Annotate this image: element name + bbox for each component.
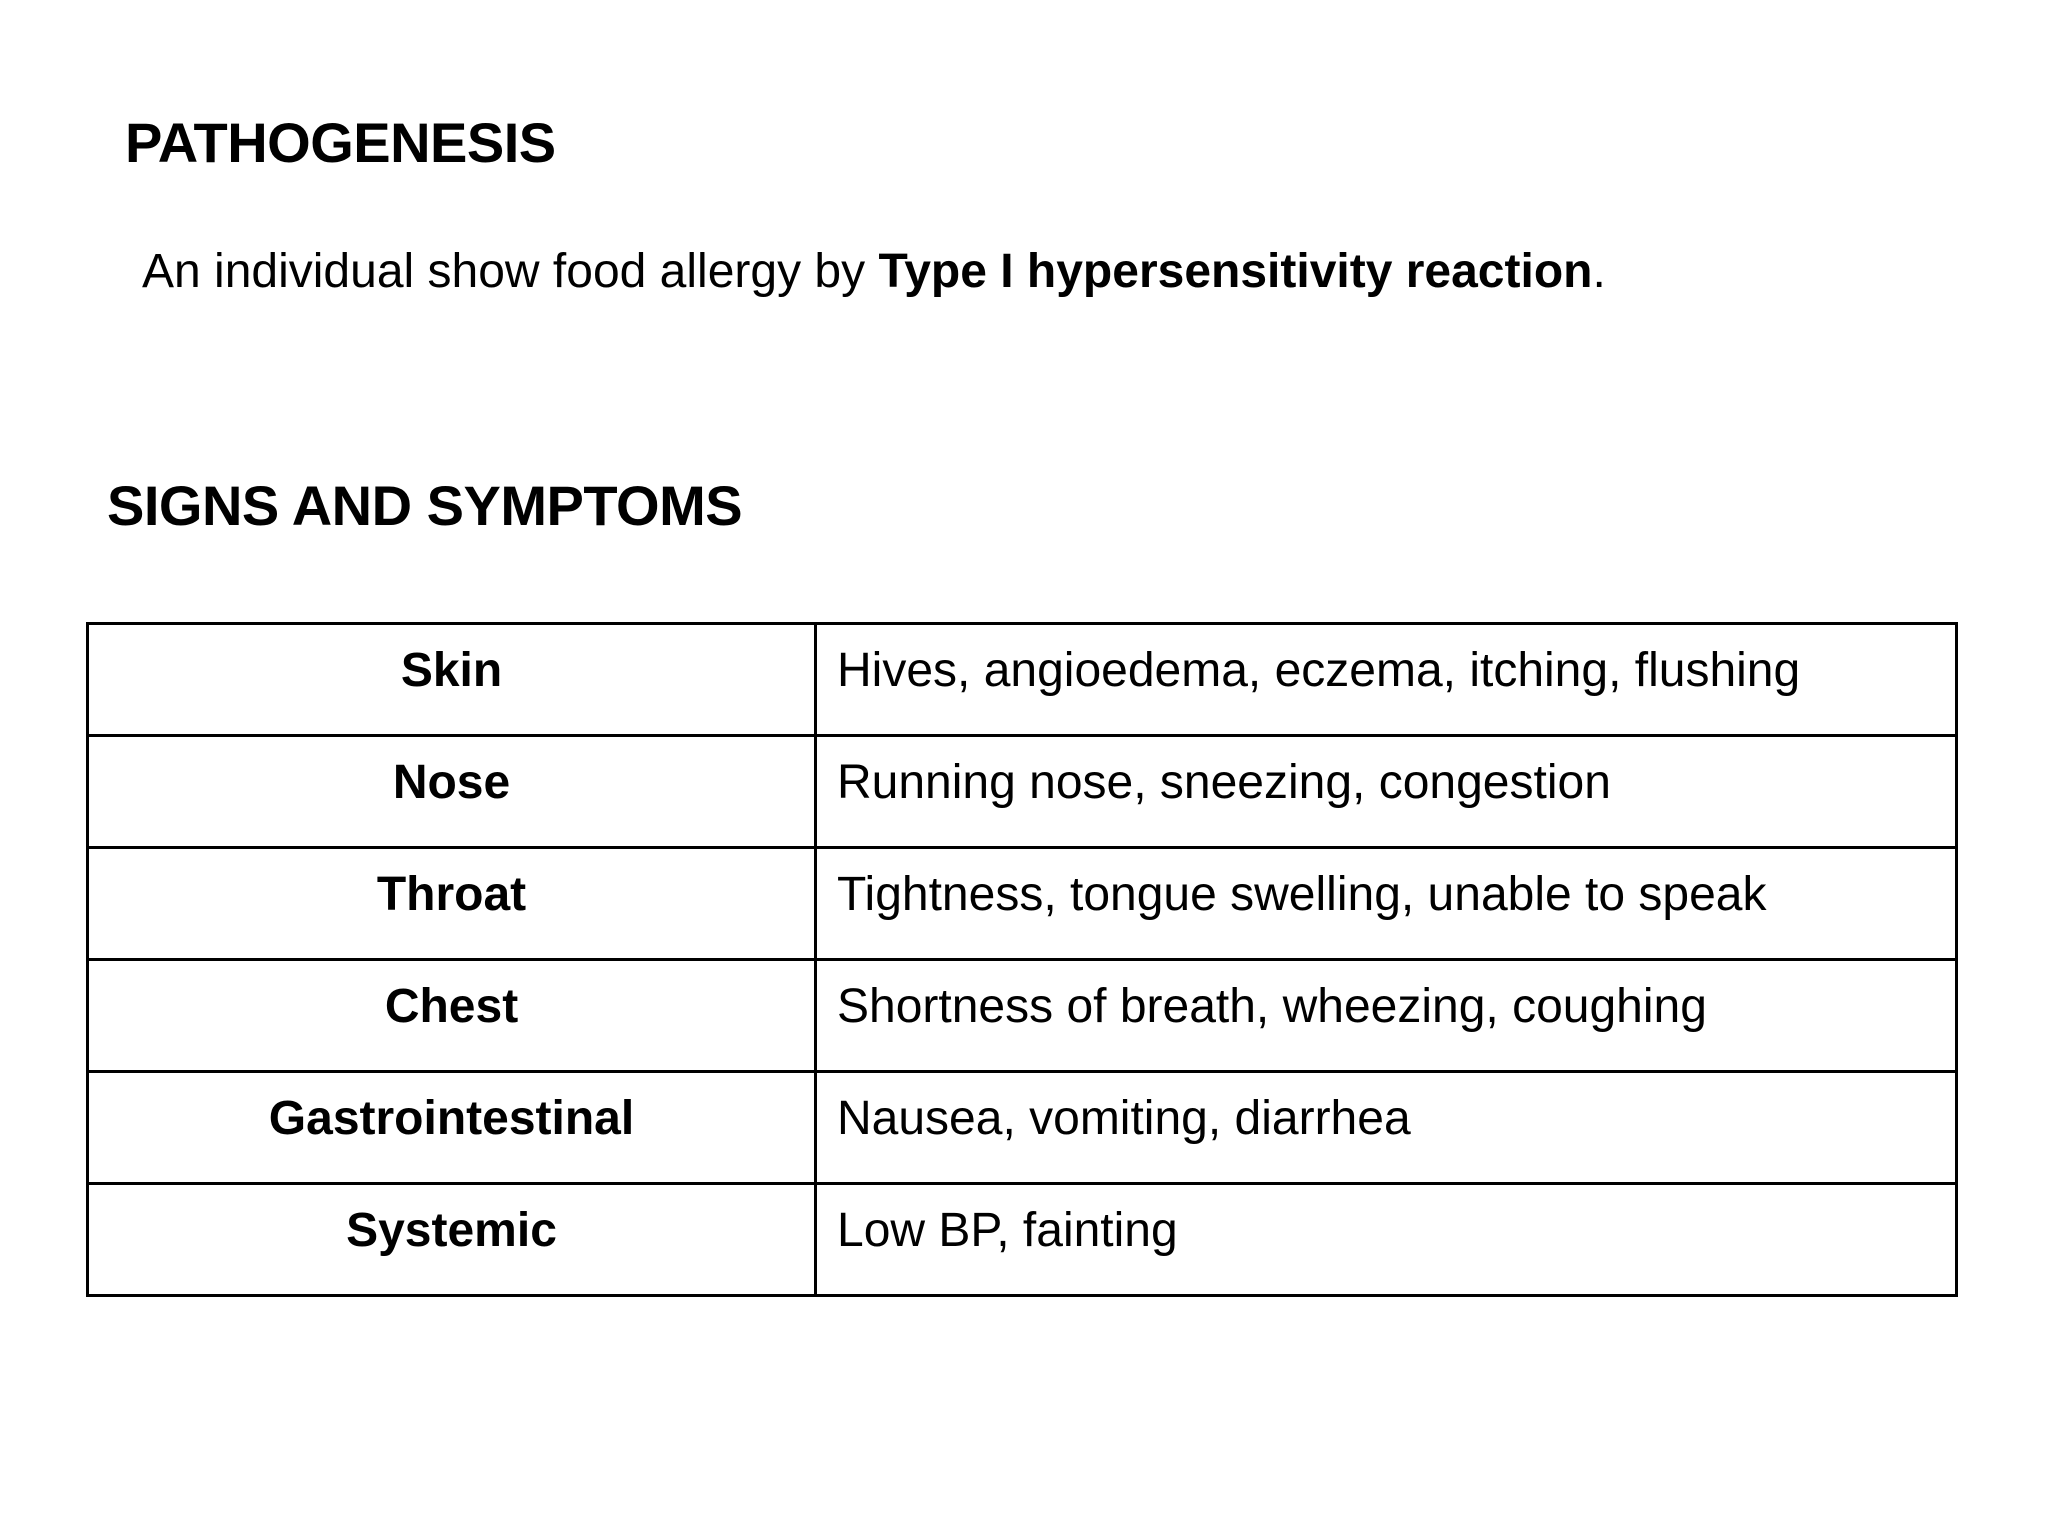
symptoms-cell: Low BP, fainting: [816, 1184, 1957, 1296]
table-row: [88, 848, 1957, 960]
table-row: [88, 624, 1957, 736]
symptoms-cell: Shortness of breath, wheezing, coughing: [816, 960, 1957, 1072]
symptoms-cell: Tightness, tongue swelling, unable to speak: [816, 848, 1957, 960]
intro-suffix: .: [1592, 245, 1606, 298]
pathogenesis-text: [142, 245, 1606, 298]
intro-bold-term: Type I hypersensitivity reaction: [878, 245, 1593, 298]
symptoms-cell: Hives, angioedema, eczema, itching, flushing: [816, 624, 1957, 736]
table-row: [88, 1184, 1957, 1296]
organ-cell: Throat: [88, 848, 816, 960]
intro-prefix: An individual show food allergy by: [142, 245, 879, 298]
table-row: [88, 960, 1957, 1072]
organ-cell: Systemic: [88, 1184, 816, 1296]
symptoms-cell: Running nose, sneezing, congestion: [816, 736, 1957, 848]
signs-and-symptoms-heading: SIGNS AND SYMPTOMS: [107, 474, 743, 537]
organ-cell: Skin: [88, 624, 816, 736]
symptoms-table: [86, 622, 1958, 1297]
organ-cell: Nose: [88, 736, 816, 848]
pathogenesis-heading: PATHOGENESIS: [125, 111, 556, 174]
symptoms-cell: Nausea, vomiting, diarrhea: [816, 1072, 1957, 1184]
organ-cell: Chest: [88, 960, 816, 1072]
table-row: [88, 736, 1957, 848]
organ-cell: Gastrointestinal: [88, 1072, 816, 1184]
table-row: [88, 1072, 1957, 1184]
